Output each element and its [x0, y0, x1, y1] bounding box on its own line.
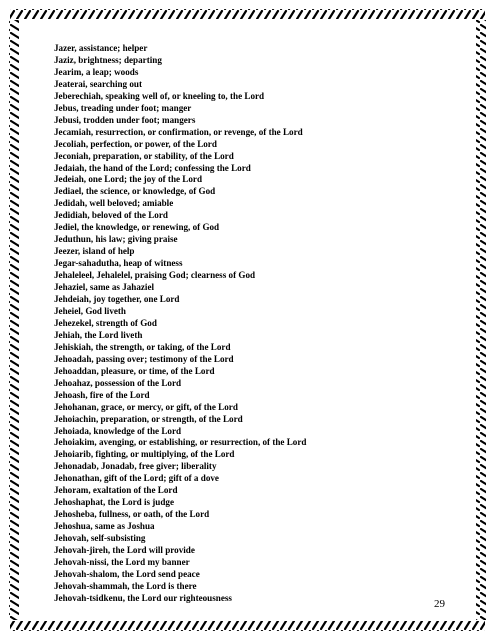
glossary-entry: Jehiah, the Lord liveth — [54, 329, 143, 340]
glossary-entry: Jehezekel, strength of God — [54, 317, 157, 328]
glossary-entry: Jehoaddan, pleasure, or time, of the Lord — [54, 365, 215, 376]
glossary-entry-list — [54, 43, 454, 605]
glossary-entry: Jedidah, well beloved; amiable — [54, 198, 174, 209]
glossary-entry: Jehovah-shammah, the Lord is there — [54, 580, 197, 591]
glossary-entry: Jehoash, fire of the Lord — [54, 389, 150, 400]
glossary-entry: Jehoiachin, preparation, or strength, of the Lord — [54, 413, 243, 424]
glossary-entry: Jehovah-nissi, the Lord my banner — [54, 556, 190, 567]
glossary-entry: Jehoram, exaltation of the Lord — [54, 485, 178, 496]
glossary-entry: Jehoiakim, avenging, or establishing, or resurrection, of the Lord — [54, 437, 307, 448]
glossary-entry: Jedaiah, the hand of the Lord; confessing the Lord — [54, 162, 251, 173]
glossary-entry: Jehonadab, Jonadab, free giver; liberality — [54, 461, 217, 472]
glossary-entry: Jehovah-tsidkenu, the Lord our righteousness — [54, 592, 232, 603]
glossary-entry: Jebusi, trodden under foot; mangers — [54, 114, 196, 125]
glossary-entry: Jazer, assistance; helper — [54, 43, 148, 53]
glossary-entry: Jecoliah, perfection, or power, of the Lord — [54, 138, 217, 149]
glossary-entry: Jeezer, island of help — [54, 246, 135, 257]
glossary-entry: Jehonathan, gift of the Lord; gift of a dove — [54, 473, 219, 484]
glossary-entry: Jehovah-jireh, the Lord will provide — [54, 545, 195, 556]
glossary-entry: Jehoadah, passing over; testimony of the Lord — [54, 353, 234, 364]
glossary-entry: Jebus, treading under foot; manger — [54, 102, 192, 113]
glossary-entry: Jaziz, brightness; departing — [54, 54, 162, 65]
glossary-entry: Jehovah-shalom, the Lord send peace — [54, 568, 200, 579]
glossary-entry: Jearim, a leap; woods — [54, 66, 139, 77]
page-number: 29 — [434, 598, 445, 610]
glossary-entry: Jehaleleel, Jehalelel, praising God; clearness of God — [54, 270, 256, 281]
glossary-entry: Jehdeiah, joy together, one Lord — [54, 294, 180, 305]
glossary-entry: Jehoshua, same as Joshua — [54, 521, 155, 532]
glossary-entry: Jedidiah, beloved of the Lord — [54, 210, 168, 221]
glossary-entry: Jehoahaz, possession of the Lord — [54, 377, 182, 388]
glossary-entry: Jediel, the knowledge, or renewing, of God — [54, 222, 220, 233]
glossary-entry: Jegar-sahadutha, heap of witness — [54, 258, 183, 269]
glossary-entry: Jehosheba, fullness, or oath, of the Lord — [54, 509, 210, 520]
glossary-entry: Jedeiah, one Lord; the joy of the Lord — [54, 174, 203, 185]
glossary-entry: Jecamiah, resurrection, or confirmation, or revenge, of the Lord — [54, 126, 303, 137]
glossary-entry: Jehoshaphat, the Lord is judge — [54, 497, 175, 508]
glossary-entry: Jeconiah, preparation, or stability, of the Lord — [54, 150, 234, 161]
glossary-entry: Jehiskiah, the strength, or taking, of the Lord — [54, 341, 231, 352]
glossary-entry: Jeheiel, God liveth — [54, 305, 126, 316]
glossary-entry: Jediael, the science, or knowledge, of God — [54, 186, 216, 197]
glossary-entry: Jeduthun, his law; giving praise — [54, 234, 178, 245]
glossary-entry: Jehohanan, grace, or mercy, or gift, of the Lord — [54, 401, 238, 412]
glossary-entry: Jehoiada, knowledge of the Lord — [54, 425, 182, 436]
glossary-entry: Jehaziel, same as Jahaziel — [54, 282, 155, 293]
glossary-entry: Jeberechiah, speaking well of, or kneeling to, the Lord — [54, 90, 265, 101]
glossary-entry: Jehoiarib, fighting, or multiplying, of the Lord — [54, 449, 235, 460]
glossary-entry: Jehovah, self-subsisting — [54, 533, 146, 544]
glossary-entry: Jeaterai, searching out — [54, 78, 142, 89]
